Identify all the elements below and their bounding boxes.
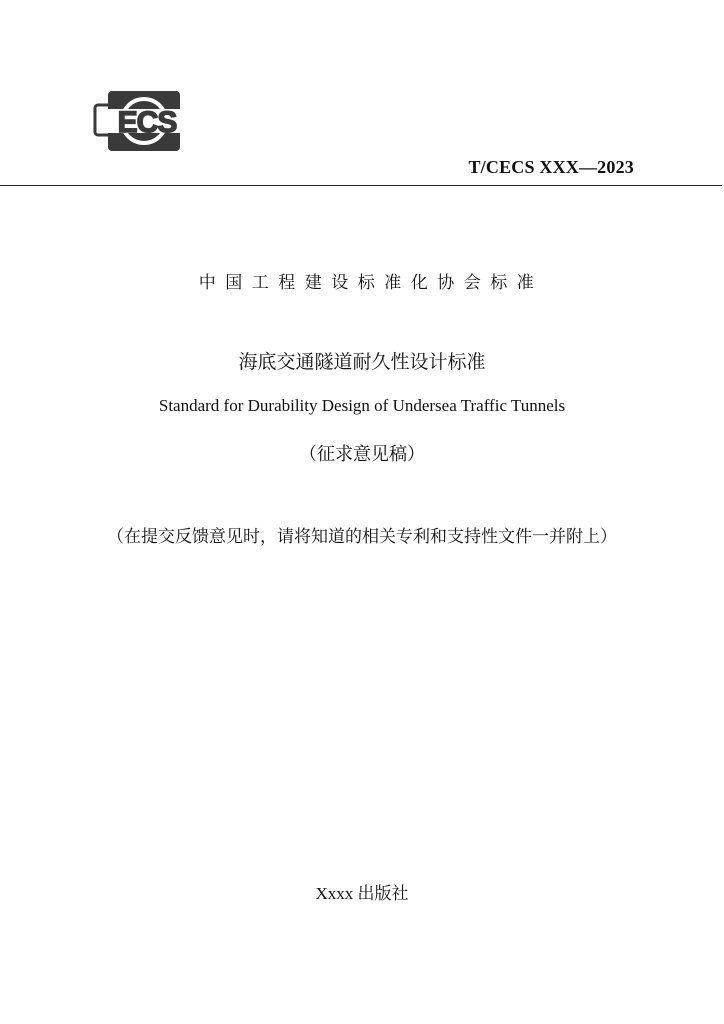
- submission-note: （在提交反馈意见时，请将知道的相关专利和支持性文件一并附上）: [107, 527, 617, 547]
- draft-status: （征求意见稿）: [299, 444, 425, 465]
- standard-code: T/CECS XXX—2023: [468, 157, 634, 177]
- header-divider: [0, 185, 722, 186]
- title-chinese: 海底交通隧道耐久性设计标准: [238, 351, 486, 373]
- ecs-logo: [93, 88, 193, 154]
- logo-text: ECS: [117, 106, 177, 139]
- publisher: Xxxx 出版社: [315, 884, 409, 903]
- title-english: Standard for Durability Design of Undersea Traffic Tunnels: [158, 396, 566, 415]
- association-heading: 中国工程建设标准化协会标准: [198, 273, 544, 293]
